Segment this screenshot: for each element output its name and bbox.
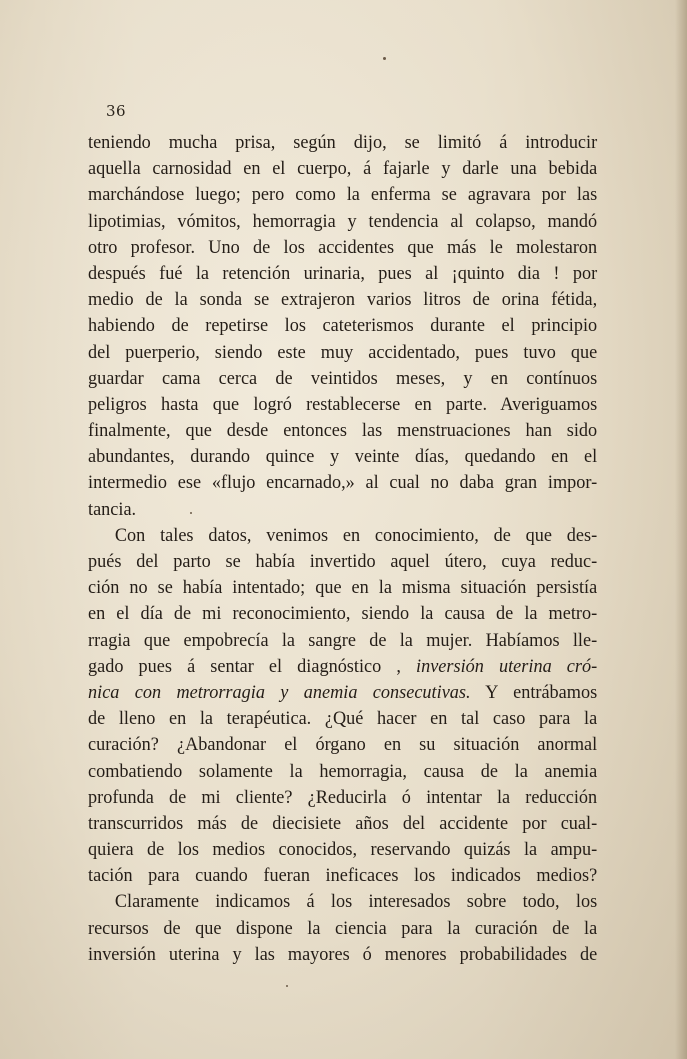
text-line-mixed: [88, 654, 597, 680]
text-line: pués del parto se había invertido aquel útero, cuya reduc-: [88, 551, 598, 572]
text-line: de lleno en la terapéutica. ¿Qué hacer en tal caso para la: [88, 708, 598, 730]
text-line: Claramente indicamos á los interesados sobre todo, los: [114, 891, 598, 913]
text-line: combatiendo solamente la hemorragia, causa de la anemia: [88, 760, 598, 782]
text-line: peligros hasta que logró restablecerse en parte. Averiguamos: [88, 393, 598, 415]
text-line: recursos de que dispone la ciencia para la curación de la: [88, 917, 598, 939]
text-line: inversión uterina y las mayores ó menores probabilidades de: [88, 943, 598, 965]
text-line: ción no se había intentado; que en la misma situación persistía: [88, 577, 598, 599]
text-line: aquella carnosidad en el cuerpo, á fajarle y darle una bebida: [88, 158, 598, 180]
text-line: lipotimias, vómitos, hemorragia y tendencia al colapso, mandó: [88, 210, 598, 232]
text-line: tancia.: [88, 498, 137, 520]
text-span: Y entrábamos: [470, 681, 598, 703]
text-line: abundantes, durando quince y veinte días, quedando en el: [88, 446, 598, 468]
text-line: otro profesor. Uno de los accidentes que más le molestaron: [88, 236, 598, 258]
text-line: tación para cuando fueran ineficaces los indicados medios?: [88, 865, 598, 887]
page-number: 36: [106, 102, 127, 120]
text-line: quiera de los medios conocidos, reservando quizás la ampu-: [88, 839, 598, 861]
text-line: curación? ¿Abandonar el órgano en su situación anormal: [88, 734, 598, 756]
text-line: intermedio ese «flujo encarnado,» al cual no daba gran impor-: [88, 472, 598, 494]
paper-speck: [286, 985, 288, 987]
italic-span: nica con metrorragia y anemia consecutivas.: [88, 681, 471, 703]
italic-span: inversión uterina cró-: [416, 655, 598, 677]
text-line: en el día de mi reconocimiento, siendo la causa de la metro-: [88, 603, 598, 625]
text-line: transcurridos más de diecisiete años del accidente por cual-: [88, 812, 598, 834]
text-line-mixed: [88, 680, 597, 706]
text-line: marchándose luego; pero como la enferma se agravara por las: [88, 184, 598, 206]
body-text: [88, 130, 598, 968]
text-line: Con tales datos, venimos en conocimiento, de que des-: [114, 524, 598, 546]
text-line: teniendo mucha prisa, según dijo, se limitó á introducir: [88, 132, 598, 153]
text-line: profunda de mi cliente? ¿Reducirla ó intentar la reducción: [88, 786, 598, 808]
text-line: después fué la retención urinaria, pues al ¡quinto dia ! por: [88, 262, 598, 284]
text-line: guardar cama cerca de veintidos meses, y en contínuos: [88, 367, 598, 389]
text-line: rragia que empobrecía la sangre de la mujer. Habíamos lle-: [88, 629, 598, 651]
text-line: medio de la sonda se extrajeron varios litros de orina fétida,: [88, 289, 598, 311]
paper-speck: [190, 512, 192, 514]
text-line: del puerperio, siendo este muy accidentado, pues tuvo que: [88, 341, 598, 363]
text-line: habiendo de repetirse los cateterismos durante el principio: [88, 315, 598, 337]
text-span: gado pues á sentar el diagnóstico ,: [88, 655, 417, 677]
paper-speck: [383, 57, 386, 60]
text-line: finalmente, que desde entonces las menstruaciones han sido: [88, 420, 598, 442]
